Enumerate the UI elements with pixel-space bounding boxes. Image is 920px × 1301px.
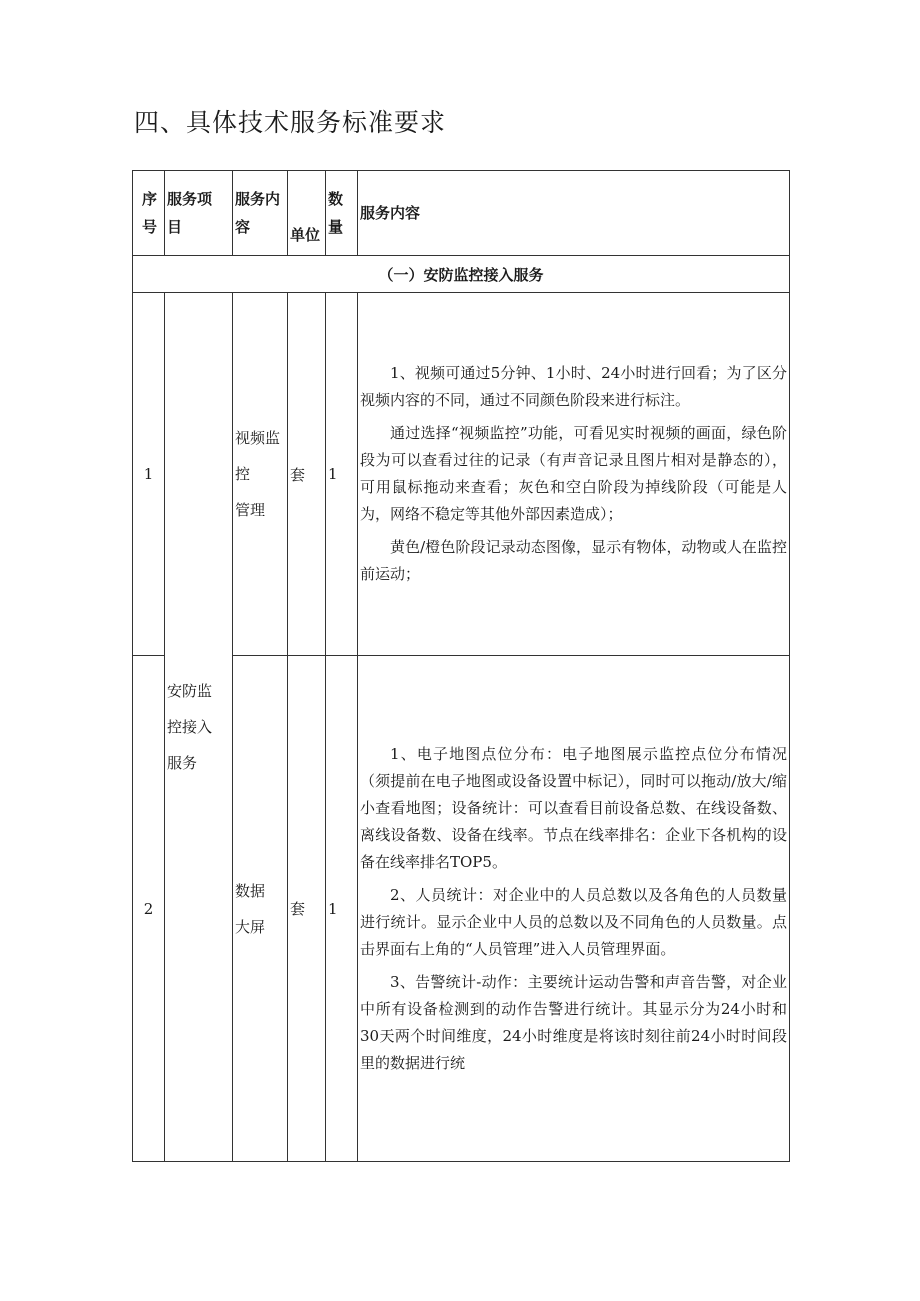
table-row xyxy=(133,293,790,656)
header-row xyxy=(133,171,790,256)
content-paragraph: 1、视频可通过5分钟、1小时、24小时进行回看；为了区分视频内容的不同，通过不同颜色阶段来进行标注。 xyxy=(360,364,787,409)
row-seq: 2 xyxy=(133,656,165,1162)
header-unit: 单位 xyxy=(288,171,326,256)
content-paragraph: 1、电子地图点位分布：电子地图展示监控点位分布情况（须提前在电子地图或设备设置中标记），同时可以拖动/放大/缩小查看地图；设备统计：可以查看目前设备总数、在线设备数、离线设备数、设备在线率。节点在线率排名：企业下各机构的设备在线率排名TOP5。 xyxy=(360,744,787,871)
section-row xyxy=(133,256,790,293)
row-unit: 套 xyxy=(288,293,326,656)
row-qty: 1 xyxy=(326,656,358,1162)
content-paragraph: 通过选择“视频监控”功能，可看见实时视频的画面，绿色阶段为可以查看过往的记录（有声音记录且图片相对是静态的），可用鼠标拖动来查看；灰色和空白阶段为掉线阶段（可能是人为，网络不稳定等其他外部因素造成）； xyxy=(360,424,787,523)
row-unit: 套 xyxy=(288,656,326,1162)
content-paragraph: 2、人员统计：对企业中的人员总数以及各角色的人员数量进行统计。显示企业中人员的总数以及不同角色的人员数量。点击界面右上角的“人员管理”进入人员管理界面。 xyxy=(360,885,787,958)
row-seq: 1 xyxy=(133,293,165,656)
header-seq: 序 号 xyxy=(133,171,165,256)
service-standards-table xyxy=(132,170,790,1162)
content-paragraph: 3、告警统计-动作：主要统计运动告警和声音告警，对企业中所有设备检测到的动作告警进行统计。其显示分为24小时和30天两个时间维度，24小时维度是将该时刻往前24小时时间段里的数据进行统 xyxy=(360,972,787,1072)
header-qty: 数 量 xyxy=(326,171,358,256)
row-content xyxy=(358,656,790,1162)
page-title: 四、具体技术服务标准要求 xyxy=(134,108,447,137)
content-paragraph: 黄色/橙色阶段记录动态图像，显示有物体，动物或人在监控前运动； xyxy=(360,538,787,583)
header-detail: 服务内容 xyxy=(358,171,790,256)
row-name: 数据 大屏 xyxy=(233,656,288,1162)
section-title: （一）安防监控接入服务 xyxy=(133,256,790,293)
row-qty: 1 xyxy=(326,293,358,656)
header-item: 服务项 目 xyxy=(165,171,233,256)
category-cell: 安防监 控接入 服务 xyxy=(165,293,233,1162)
row-content xyxy=(358,293,790,656)
row-name: 视频监 控 管理 xyxy=(233,293,288,656)
header-content-name: 服务内 容 xyxy=(233,171,288,256)
